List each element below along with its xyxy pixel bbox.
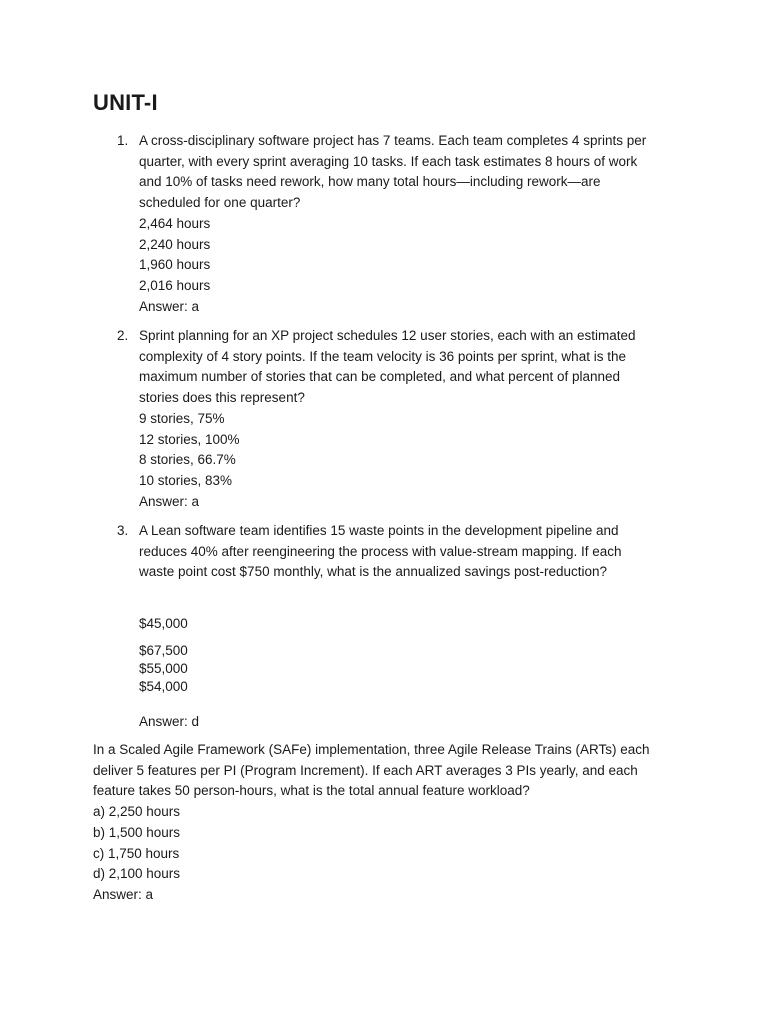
- option: $55,000: [139, 661, 188, 676]
- question-line: In a Scaled Agile Framework (SAFe) implementation, three Agile Release Trains (ARTs) each: [93, 742, 650, 757]
- question-line: complexity of 4 story points. If the team velocity is 36 points per sprint, what is the: [139, 348, 626, 364]
- answer: Answer: a: [139, 493, 200, 509]
- answer: Answer: a: [93, 886, 154, 902]
- question-line: quarter, with every sprint averaging 10 tasks. If each task estimates 8 hours of work: [139, 153, 638, 169]
- question-line: scheduled for one quarter?: [139, 195, 301, 211]
- question-line: deliver 5 features per PI (Program Increment). If each ART averages 3 PIs yearly, and each: [93, 762, 638, 778]
- question-text: [139, 326, 677, 512]
- question-line: reduces 40% after reengineering the process with value-stream mapping. If each: [139, 543, 622, 559]
- option: 10 stories, 83%: [139, 472, 233, 488]
- option: $45,000: [139, 616, 188, 631]
- question-line: waste point cost $750 monthly, what is the annualized savings post-reduction?: [139, 564, 608, 580]
- option: $54,000: [139, 679, 188, 694]
- question-text: [139, 521, 677, 583]
- question-4: [93, 740, 693, 906]
- question-line: feature takes 50 person-hours, what is the total annual feature workload?: [93, 783, 530, 799]
- option: 2,464 hours: [139, 215, 211, 231]
- question-line: stories does this represent?: [139, 390, 305, 406]
- question-number: 3.: [117, 523, 129, 538]
- question-line: A cross-disciplinary software project has 7 teams. Each team completes 4 sprints per: [139, 133, 647, 148]
- answer: Answer: d: [139, 714, 200, 729]
- page-title: UNIT-I: [93, 90, 158, 115]
- option: a) 2,250 hours: [93, 804, 181, 820]
- option: 2,016 hours: [139, 277, 211, 293]
- question-line: Sprint planning for an XP project schedules 12 user stories, each with an estimated: [139, 328, 636, 343]
- option: $67,500: [139, 643, 188, 658]
- question-number: 2.: [117, 328, 129, 343]
- option: 8 stories, 66.7%: [139, 452, 236, 468]
- option: 1,960 hours: [139, 257, 211, 273]
- question-line: and 10% of tasks need rework, how many total hours—including rework—are: [139, 174, 601, 190]
- option: c) 1,750 hours: [93, 845, 180, 861]
- question-3: [117, 521, 677, 736]
- question-line: A Lean software team identifies 15 waste points in the development pipeline and: [139, 523, 619, 538]
- option: 9 stories, 75%: [139, 410, 225, 426]
- question-line: maximum number of stories that can be completed, and what percent of planned: [139, 369, 621, 385]
- option: 2,240 hours: [139, 236, 211, 252]
- question-number: 1.: [117, 133, 129, 148]
- option: d) 2,100 hours: [93, 866, 181, 882]
- option: b) 1,500 hours: [93, 824, 181, 840]
- question-text: [139, 131, 677, 317]
- answer: Answer: a: [139, 298, 200, 314]
- option: 12 stories, 100%: [139, 431, 240, 447]
